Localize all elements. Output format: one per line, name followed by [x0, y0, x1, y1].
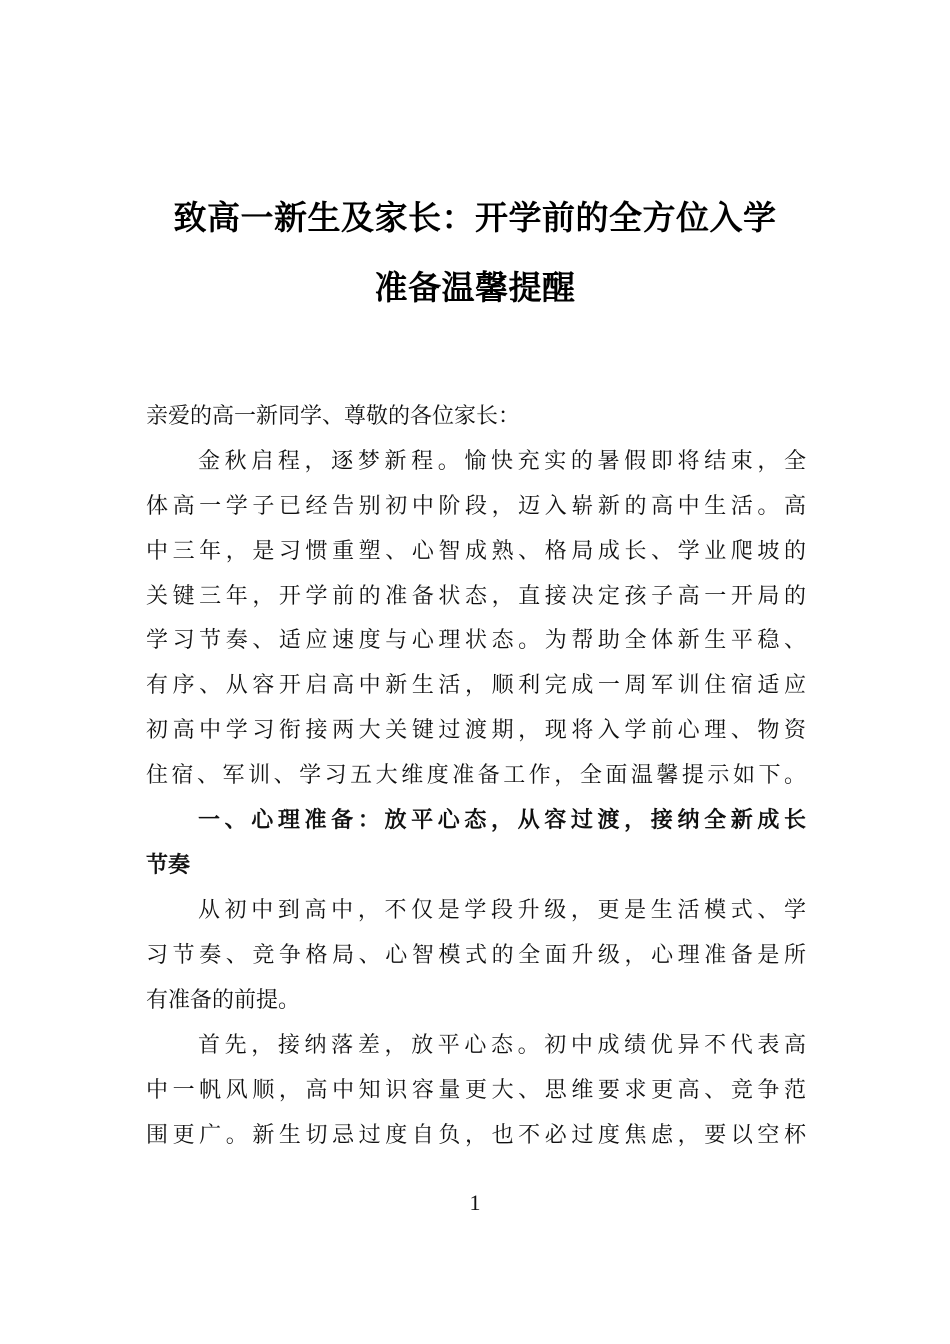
page-number: 1 [469, 1190, 481, 1215]
section-1-paragraph-1-line: 有准备的前提。 [146, 988, 301, 1013]
document-title-line-2: 准备温馨提醒 [374, 268, 576, 307]
document-title-line-1: 致高一新生及家长：开学前的全方位入学 [173, 198, 777, 237]
intro-paragraph-line: 关键三年，开学前的准备状态，直接决定孩子高一开局的 [146, 584, 806, 609]
section-1-paragraph-2-line: 中一帆风顺，高中知识容量更大、思维要求更高、竞争范 [146, 1078, 806, 1103]
intro-paragraph-line: 金秋启程，逐梦新程。愉快充实的暑假即将结束，全 [198, 449, 806, 474]
section-1-paragraph-1-line: 习节奏、竞争格局、心智模式的全面升级，心理准备是所 [146, 943, 806, 968]
salutation: 亲爱的高一新同学、尊敬的各位家长： [146, 404, 521, 429]
section-1-paragraph-1-line: 从初中到高中，不仅是学段升级，更是生活模式、学 [198, 898, 806, 923]
intro-paragraph-line: 有序、从容开启高中新生活，顺利完成一周军训住宿适应 [146, 673, 806, 698]
intro-paragraph-line: 住宿、军训、学习五大维度准备工作，全面温馨提示如下。 [146, 763, 806, 788]
section-1-heading-line-1: 一、心理准备：放平心态，从容过渡，接纳全新成长 [198, 808, 806, 833]
section-1-paragraph-2-line: 围更广。新生切忌过度自负，也不必过度焦虑，要以空杯 [146, 1123, 806, 1148]
intro-paragraph-line: 中三年，是习惯重塑、心智成熟、格局成长、学业爬坡的 [146, 539, 806, 564]
intro-paragraph-line: 体高一学子已经告别初中阶段，迈入崭新的高中生活。高 [146, 494, 806, 519]
intro-paragraph-line: 初高中学习衔接两大关键过渡期，现将入学前心理、物资 [146, 718, 806, 743]
section-1-paragraph-2-line: 首先，接纳落差，放平心态。初中成绩优异不代表高 [198, 1033, 806, 1058]
intro-paragraph-line: 学习节奏、适应速度与心理状态。为帮助全体新生平稳、 [146, 628, 806, 653]
section-1-heading-line-2: 节奏 [146, 853, 191, 878]
